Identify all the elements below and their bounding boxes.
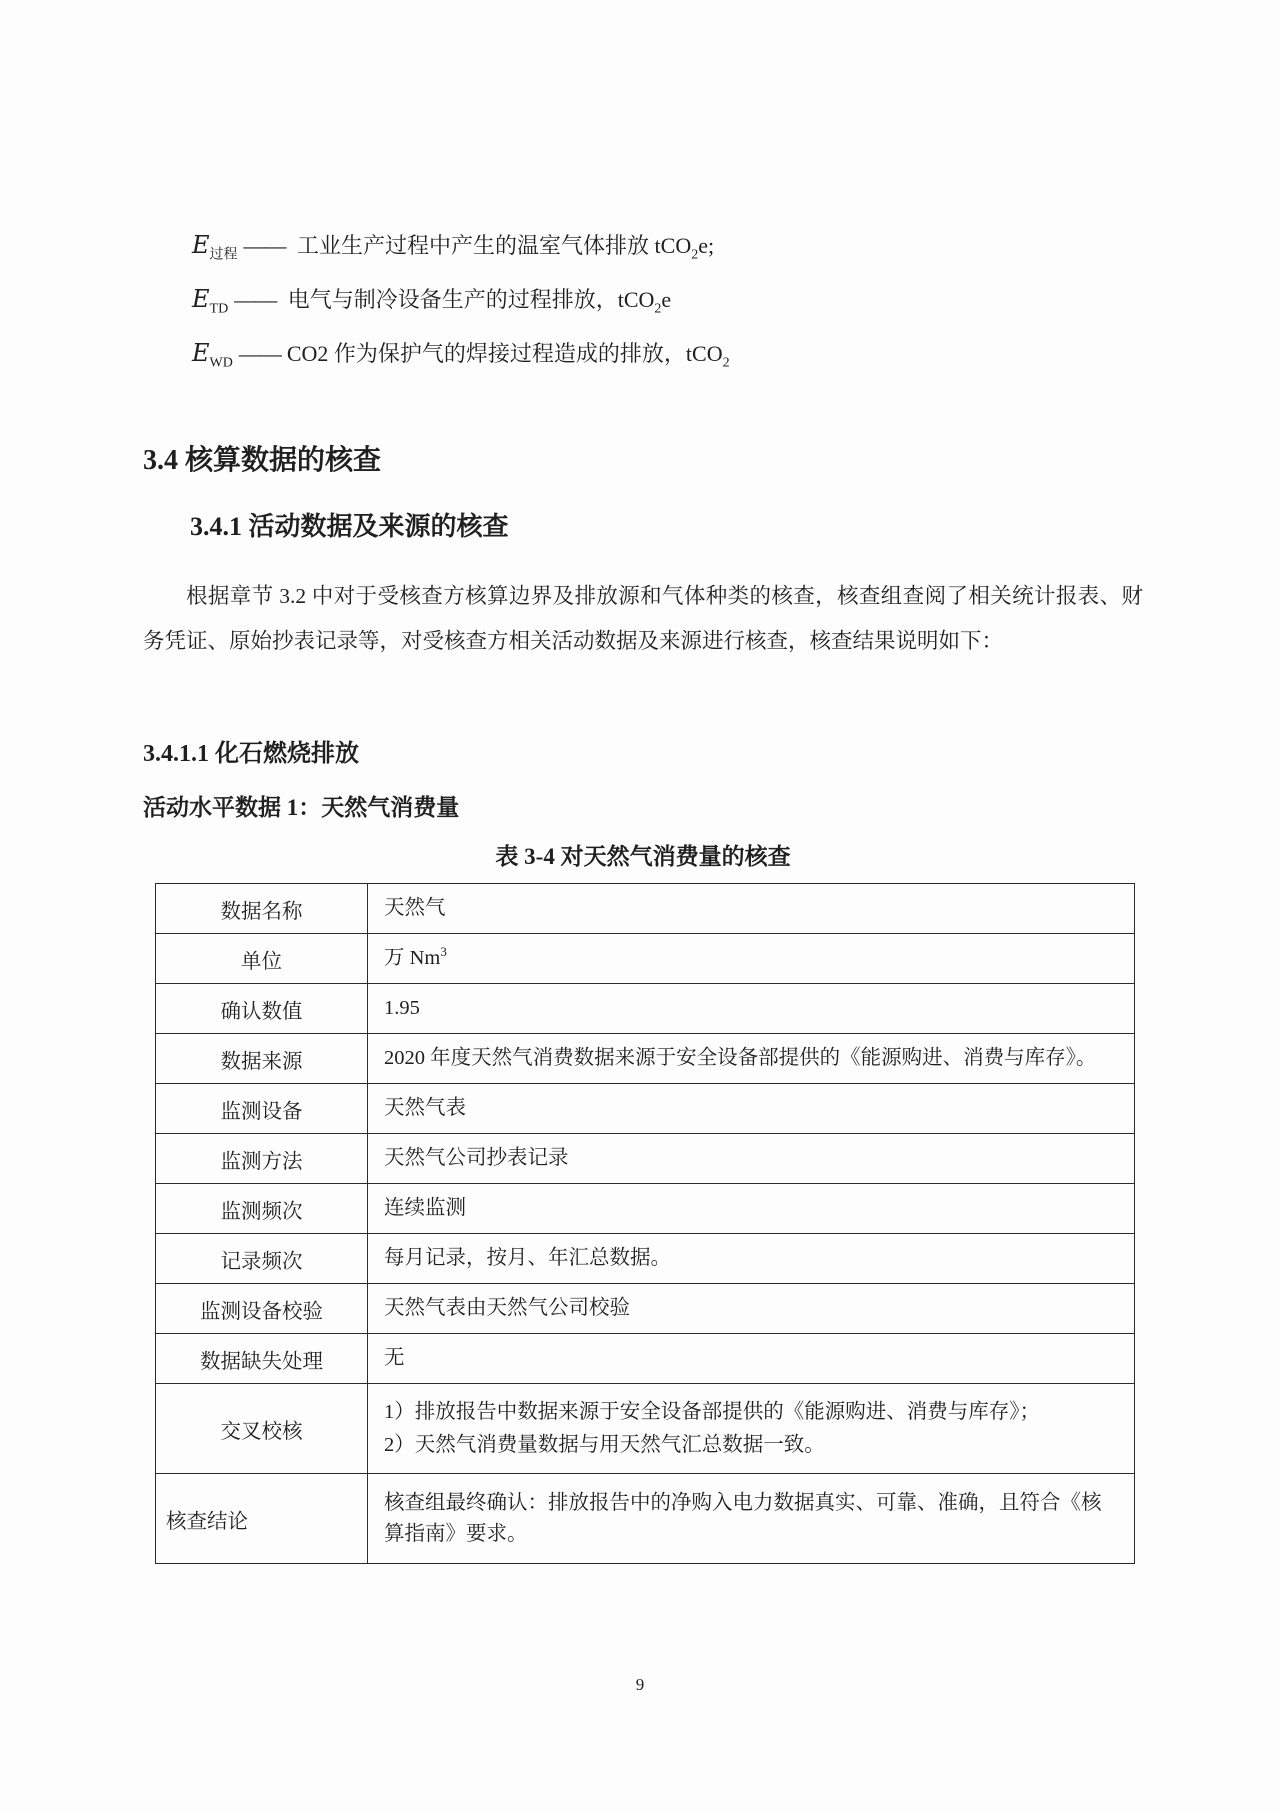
row-value: 无 — [368, 1334, 1135, 1384]
em-dash: —— — [243, 233, 286, 258]
row-value: 连续监测 — [368, 1184, 1135, 1234]
definition-line — [192, 282, 730, 317]
row-value: 天然气公司抄表记录 — [368, 1134, 1135, 1184]
table-row — [156, 884, 1135, 934]
row-label: 数据缺失处理 — [156, 1334, 368, 1384]
heading-3-4-1: 3.4.1 活动数据及来源的核查 — [190, 512, 509, 541]
row-label: 交叉校核 — [156, 1384, 368, 1474]
table-caption: 表 3-4 对天然气消费量的核查 — [495, 844, 791, 869]
row-label: 监测方法 — [156, 1134, 368, 1184]
cross-check-line: 2）天然气消费量数据与用天然气汇总数据一致。 — [384, 1433, 825, 1456]
co2-subscript: 2 — [654, 301, 662, 317]
symbol-subscript: TD — [209, 301, 229, 317]
table-row — [156, 1134, 1135, 1184]
page-number: 9 — [635, 1675, 645, 1694]
paragraph-intro: 根据章节 3.2 中对于受核查方核算边界及排放源和气体种类的核查，核查组查阅了相关统计报表、财务凭证、原始抄表记录等，对受核查方相关活动数据及来源进行核查，核查结果说明如下： — [143, 584, 1143, 653]
symbol-e: E — [192, 285, 210, 313]
activity-data-heading: 活动水平数据 1：天然气消费量 — [143, 795, 460, 820]
row-value: 2020 年度天然气消费数据来源于安全设备部提供的《能源购进、消费与库存》。 — [368, 1034, 1135, 1084]
cross-check-line: 1）排放报告中数据来源于安全设备部提供的《能源购进、消费与库存》； — [384, 1400, 1040, 1423]
table-row — [156, 984, 1135, 1034]
row-label: 监测设备校验 — [156, 1284, 368, 1334]
unit-superscript: 3 — [440, 944, 447, 960]
row-label: 记录频次 — [156, 1234, 368, 1284]
row-value: 天然气 — [368, 884, 1135, 934]
row-value: 核查组最终确认：排放报告中的净购入电力数据真实、可靠、准确，且符合《核算指南》要求。 — [368, 1474, 1135, 1564]
table-row — [156, 1184, 1135, 1234]
em-dash: —— — [238, 341, 281, 366]
table-row — [156, 1284, 1135, 1334]
symbol-subscript: WD — [209, 355, 233, 371]
row-label: 数据名称 — [156, 884, 368, 934]
table-row — [156, 1234, 1135, 1284]
definition-tail: e — [661, 287, 672, 312]
table-row — [156, 1384, 1135, 1474]
definition-line — [192, 336, 730, 371]
symbol-subscript: 过程 — [209, 247, 238, 263]
definition-text: 电气与制冷设备生产的过程排放，tCO — [282, 287, 655, 312]
row-label: 数据来源 — [156, 1034, 368, 1084]
heading-3-4: 3.4 核算数据的核查 — [143, 445, 382, 476]
row-value: 天然气表由天然气公司校验 — [368, 1284, 1135, 1334]
symbol-definitions — [192, 228, 730, 390]
row-value: 每月记录，按月、年汇总数据。 — [368, 1234, 1135, 1284]
table-row — [156, 1334, 1135, 1384]
row-value — [368, 1384, 1135, 1474]
table-row — [156, 1034, 1135, 1084]
row-label: 核查结论 — [156, 1474, 368, 1564]
heading-3-4-1-1: 3.4.1.1 化石燃烧排放 — [143, 741, 359, 767]
co2-subscript: 2 — [691, 247, 699, 263]
symbol-e: E — [192, 231, 210, 259]
row-label: 单位 — [156, 934, 368, 984]
table-3-4 — [155, 883, 1135, 1564]
table-row — [156, 1084, 1135, 1134]
row-value — [368, 934, 1135, 984]
unit-text: 万 Nm — [384, 947, 441, 969]
row-value: 天然气表 — [368, 1084, 1135, 1134]
definition-tail: e; — [698, 233, 715, 258]
row-label: 确认数值 — [156, 984, 368, 1034]
definition-text: CO2 作为保护气的焊接过程造成的排放，tCO — [286, 341, 723, 366]
row-label: 监测频次 — [156, 1184, 368, 1234]
symbol-e: E — [192, 339, 210, 367]
table-row — [156, 934, 1135, 984]
definition-line — [192, 228, 730, 263]
co2-subscript: 2 — [722, 355, 730, 371]
row-label: 监测设备 — [156, 1084, 368, 1134]
row-value: 1.95 — [368, 984, 1135, 1034]
em-dash: —— — [234, 287, 277, 312]
definition-text: 工业生产过程中产生的温室气体排放 tCO — [291, 233, 692, 258]
table-row — [156, 1474, 1135, 1564]
